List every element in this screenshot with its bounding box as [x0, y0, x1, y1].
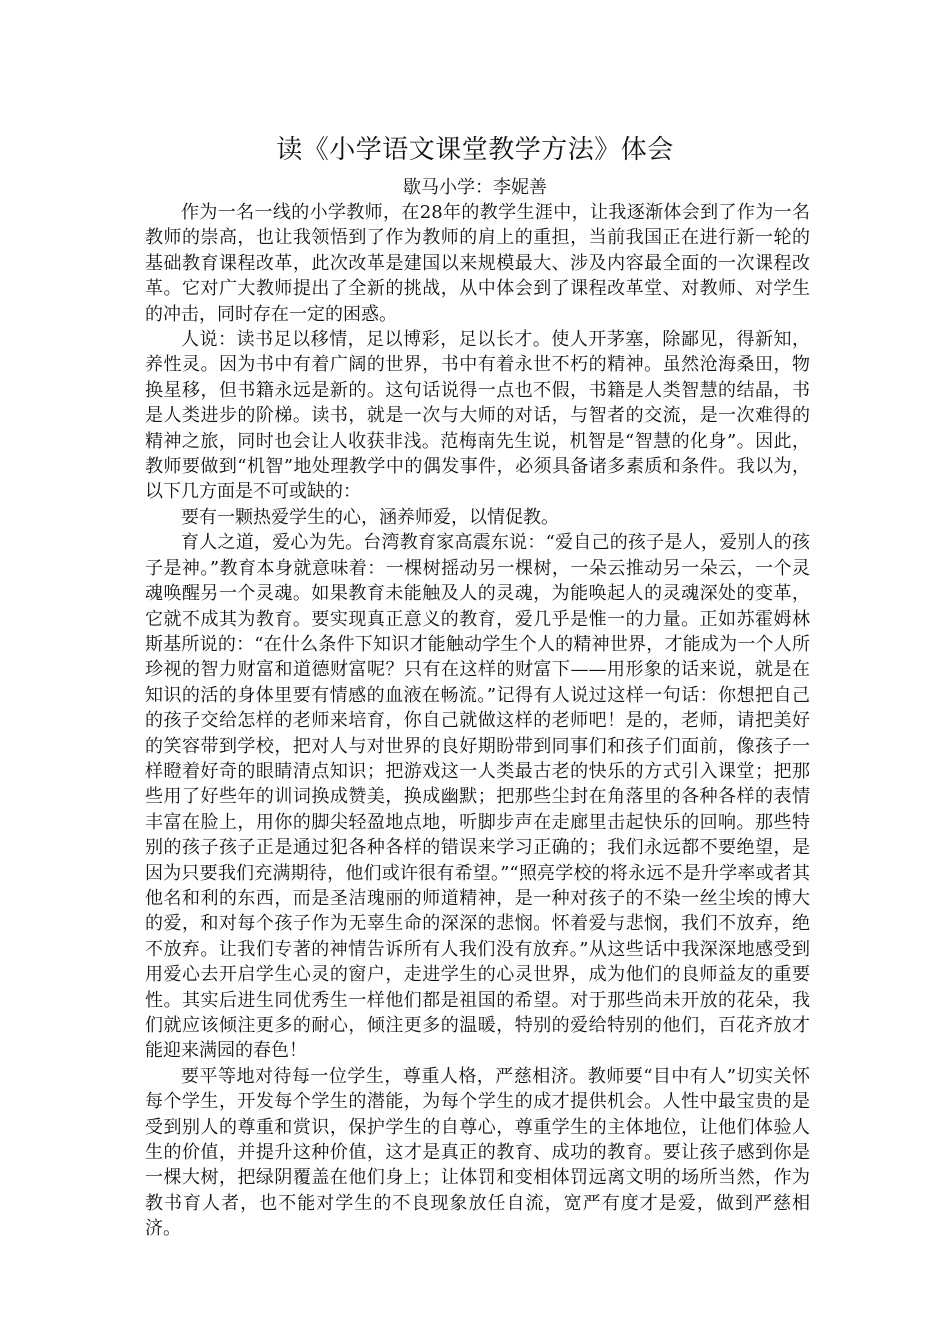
body-paragraph-1: 作为一名一线的小学教师，在28年的教学生涯中，让我逐渐体会到了作为一名教师的崇高，也让我领悟到了作为教师的肩上的重担，当前我国正在进行新一轮的基础教育课程改革，此次改革是建国以来规模最大、涉及内容最全面的一次课程改革。它对广大教师提出了全新的挑战，从中体会到了课程改革堂、对教师、对学生的冲击，同时存在一定的困惑。: [145, 202, 810, 325]
document-title: 读《小学语文课堂教学方法》体会: [276, 135, 674, 165]
body-paragraph-3: 要有一颗热爱学生的心，涵养师爱，以情促教。: [181, 506, 559, 528]
body-paragraph-4: 育人之道，爱心为先。台湾教育家高震东说：“爱自己的孩子是人，爱别人的孩子是神。”教育本身就意味着：一棵树摇动另一棵树，一朵云推动另一朵云，一个灵魂唤醒另一个灵魂。如果教育未能触及人的灵魂，为能唤起人的灵魂深处的变革，它就不成其为教育。要实现真正意义的教育，爱几乎是惟一的力量。正如苏霍姆林斯基所说的：“在什么条件下知识才能触动学生个人的精神世界，才能成为一个人所珍视的智力财富和道德财富呢？只有在这样的财富下——用形象的话来说，就是在知识的活的身体里要有情感的血液在畅流。”记得有人说过这样一句话：你想把自己的孩子交给怎样的老师来培育，你自己就做这样的老师吧！是的，老师，请把美好的笑容带到学校，把对人与对世界的良好期盼带到同事们和孩子们面前，像孩子一样瞪着好奇的眼睛清点知识；把游戏这一人类最古老的快乐的方式引入课堂；把那些用了好些年的训词换成赞美，换成幽默；把那些尘封在角落里的各种各样的表情丰富在脸上，用你的脚尖轻盈地点地，听脚步声在走廊里击起快乐的回响。那些特别的孩子孩子正是通过犯各种各样的错误来学习正确的；我们永远都不要绝望，是因为只要我们充满期待，他们或许很有希望。”“照亮学校的将永远不是升学率或者其他名和利的东西，而是圣洁瑰丽的师道精神，是一种对孩子的不染一丝尘埃的博大的爱，和对每个孩子作为无辜生命的深深的悲悯。怀着爱与悲悯，我们不放弃，绝不放弃。让我们专著的神情告诉所有人我们没有放弃。”从这些话中我深深地感受到用爱心去开启学生心灵的窗户，走进学生的心灵世界，成为他们的良师益友的重要性。其实后进生同优秀生一样他们都是祖国的希望。对于那些尚未开放的花朵，我们就应该倾注更多的耐心，倾注更多的温暖，特别的爱给特别的他们，百花齐放才能迎来满园的春色！: [145, 532, 810, 1062]
body-paragraph-2: 人说：读书足以移情，足以博彩，足以长才。使人开茅塞，除鄙见，得新知，养性灵。因为书中有着广阔的世界，书中有着永世不朽的精神。虽然沧海桑田，物换星移，但书籍永远是新的。这句话说得一点也不假，书籍是人类智慧的结晶，书是人类进步的阶梯。读书，就是一次与大师的对话，与智者的交流，是一次难得的精神之旅，同时也会让人收获非浅。范梅南先生说，机智是“智慧的化身”。因此，教师要做到“机智”地处理教学中的偶发事件，必须具备诸多素质和条件。我以为，以下几方面是不可或缺的：: [145, 329, 810, 503]
body-paragraph-5: 要平等地对待每一位学生，尊重人格，严慈相济。教师要“目中有人”切实关怀每个学生，开发每个学生的潜能，为每个学生的成才提供机会。人性中最宝贵的是受到别人的尊重和赏识，保护学生的自尊心，尊重学生的主体地位，让他们体验人生的价值，并提升这种价值，这才是真正的教育、成功的教育。要让孩子感到你是一棵大树，把绿阴覆盖在他们身上；让体罚和变相体罚远离文明的场所当然，作为教书育人者，也不能对学生的不良现象放任自流，宽严有度才是爱，做到严慈相济。: [145, 1065, 810, 1240]
document-body: [145, 200, 810, 1242]
document-author: 歇马小学：李妮善: [403, 177, 547, 198]
